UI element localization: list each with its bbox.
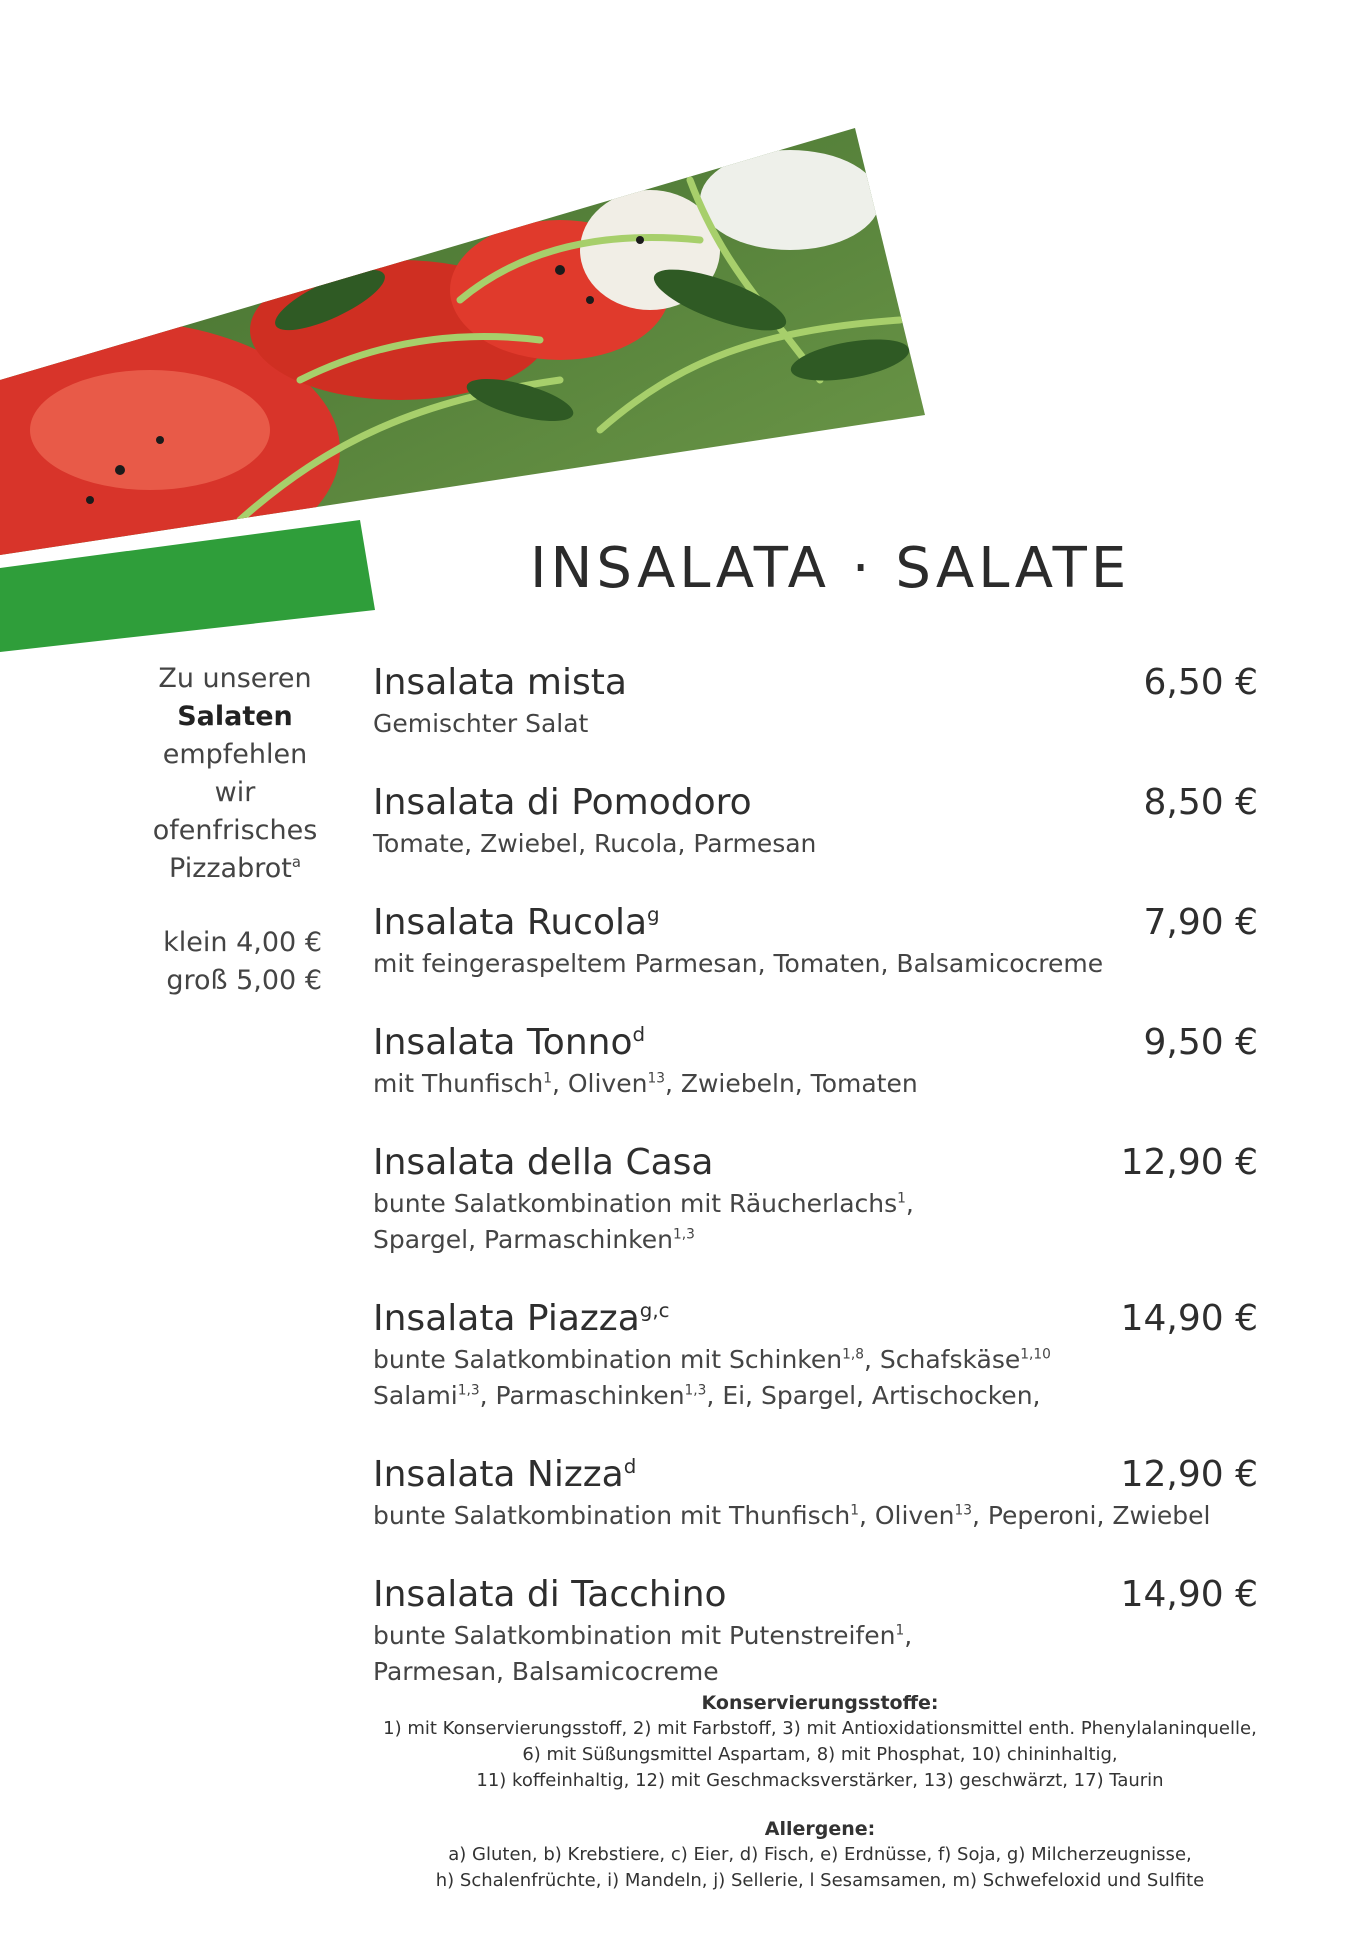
menu-item-price: 12,90 € <box>1120 1142 1258 1183</box>
menu-item <box>373 1296 1258 1414</box>
additive-mark: 13 <box>647 1070 665 1087</box>
bread-price-large: groß 5,00 € <box>166 965 322 996</box>
additive-mark: 1,10 <box>1020 1346 1051 1363</box>
menu-item-description <box>373 1378 1258 1414</box>
legend-line: 6) mit Süßungsmittel Aspartam, 8) mit Phosphat, 10) chininhaltig, <box>522 1744 1118 1765</box>
additive-mark: 1 <box>897 1190 906 1207</box>
description-text: , Schafskäse <box>863 1345 1021 1374</box>
bread-price-small: klein 4,00 € <box>163 927 322 958</box>
menu-item-description <box>373 946 1258 982</box>
description-text: , Oliven <box>858 1501 955 1530</box>
description-text: , Parmaschinken <box>479 1381 685 1410</box>
menu-item <box>373 1572 1258 1690</box>
menu-item-price: 12,90 € <box>1120 1454 1258 1495</box>
sidebar-line: ofenfrisches <box>152 815 318 846</box>
page-title: INSALATA · SALATE <box>530 536 1131 601</box>
salad-photo <box>0 100 940 580</box>
sidebar-line: empfehlen <box>162 739 308 770</box>
menu-item <box>373 1452 1258 1534</box>
description-text: , Ei, Spargel, Artischocken, <box>706 1381 1041 1410</box>
menu-item-name-text: Insalata di Tacchino <box>373 1574 727 1615</box>
menu-item <box>373 900 1258 982</box>
description-text: bunte Salatkombination mit Schinken <box>373 1345 843 1374</box>
menu-item-price: 8,50 € <box>1143 782 1258 823</box>
menu-item-description <box>373 1342 1258 1378</box>
menu-item-description <box>373 1654 1258 1690</box>
menu-item-description <box>373 1186 1258 1222</box>
additive-mark: 1,3 <box>684 1382 707 1399</box>
description-text: , Peperoni, Zwiebel <box>971 1501 1211 1530</box>
menu-item-price: 6,50 € <box>1143 662 1258 703</box>
description-text: Salami <box>373 1381 458 1410</box>
description-text: mit Thunfisch <box>373 1069 544 1098</box>
allergen-mark: a <box>291 853 301 871</box>
sidebar-line: wir <box>214 777 256 808</box>
menu-item-name-text: Insalata di Pomodoro <box>373 782 752 823</box>
additive-mark: 1,3 <box>457 1382 480 1399</box>
description-text: , Oliven <box>551 1069 648 1098</box>
legend-line: 11) koffeinhaltig, 12) mit Geschmacksverstärker, 13) geschwärzt, 17) Taurin <box>476 1770 1164 1791</box>
description-text: mit feingeraspeltem Parmesan, Tomaten, Balsamicocreme <box>373 949 1104 978</box>
preservatives-block <box>370 1690 1270 1794</box>
menu-item-description <box>373 1066 1258 1102</box>
sidebar-line: Zu unseren <box>158 663 312 694</box>
menu-item-description <box>373 1618 1258 1654</box>
description-text: , Zwiebeln, Tomaten <box>664 1069 918 1098</box>
menu-item-description <box>373 826 1258 862</box>
menu-item <box>373 780 1258 862</box>
description-text: bunte Salatkombination mit Putenstreifen <box>373 1621 896 1650</box>
legend-line: a) Gluten, b) Krebstiere, c) Eier, d) Fisch, e) Erdnüsse, f) Soja, g) Milcherzeugnisse, <box>448 1844 1192 1865</box>
additive-mark: 1 <box>850 1502 859 1519</box>
additive-mark: 1,3 <box>673 1226 695 1243</box>
menu-item <box>373 1020 1258 1102</box>
additive-mark: 13 <box>954 1502 972 1519</box>
menu-item-description <box>373 1498 1258 1534</box>
menu-item-name <box>373 660 1258 706</box>
legend-line: h) Schalenfrüchte, i) Mandeln, j) Sellerie, l Sesamsamen, m) Schwefeloxid und Sulfite <box>435 1870 1205 1891</box>
menu-item-name-text: Insalata della Casa <box>373 1142 714 1183</box>
allergens-title: Allergene: <box>764 1818 876 1840</box>
description-text: Parmesan, Balsamicocreme <box>373 1657 719 1686</box>
menu-item-price: 14,90 € <box>1120 1298 1258 1339</box>
menu-item-name <box>373 1020 1258 1066</box>
menu-item-name-text: Insalata Piazza <box>373 1298 640 1339</box>
menu-item <box>373 660 1258 742</box>
menu-item-name-text: Insalata Rucola <box>373 902 648 943</box>
additive-mark: 1 <box>895 1622 905 1639</box>
salad-menu <box>373 660 1258 1728</box>
description-text: bunte Salatkombination mit Räucherlachs <box>373 1189 898 1218</box>
allergen-mark: d <box>632 1023 646 1046</box>
bread-recommendation <box>130 660 340 1000</box>
additive-mark: 1 <box>543 1070 552 1087</box>
sidebar-line <box>130 850 340 888</box>
legend <box>370 1690 1270 1894</box>
menu-item-price: 7,90 € <box>1143 902 1258 943</box>
allergen-mark: g <box>647 903 660 926</box>
description-text: , <box>905 1189 914 1218</box>
sidebar-line-bold: Salaten <box>177 701 293 732</box>
menu-item-description <box>373 706 1258 742</box>
description-text: Tomate, Zwiebel, Rucola, Parmesan <box>373 829 817 858</box>
allergen-mark: d <box>623 1455 637 1478</box>
menu-item-name <box>373 780 1258 826</box>
legend-line: 1) mit Konservierungsstoff, 2) mit Farbstoff, 3) mit Antioxidationsmittel enth. Phenylalaninquelle, <box>383 1718 1257 1739</box>
sidebar-bread: Pizzabrot <box>169 853 292 884</box>
menu-item-name <box>373 900 1258 946</box>
menu-item-description <box>373 1222 1258 1258</box>
additive-mark: 1,8 <box>842 1346 864 1363</box>
description-text: Spargel, Parmaschinken <box>373 1225 673 1254</box>
preservatives-title: Konservierungsstoffe: <box>701 1692 939 1714</box>
menu-item <box>373 1140 1258 1258</box>
menu-item-price: 9,50 € <box>1143 1022 1258 1063</box>
allergen-mark: g,c <box>639 1299 670 1322</box>
description-text: Gemischter Salat <box>373 709 589 738</box>
menu-item-name-text: Insalata Nizza <box>373 1454 624 1495</box>
menu-item-name-text: Insalata mista <box>373 662 627 703</box>
allergens-block <box>370 1816 1270 1894</box>
description-text: , <box>904 1621 913 1650</box>
menu-item-name-text: Insalata Tonno <box>373 1022 633 1063</box>
menu-item-price: 14,90 € <box>1120 1574 1258 1615</box>
description-text: bunte Salatkombination mit Thunfisch <box>373 1501 851 1530</box>
